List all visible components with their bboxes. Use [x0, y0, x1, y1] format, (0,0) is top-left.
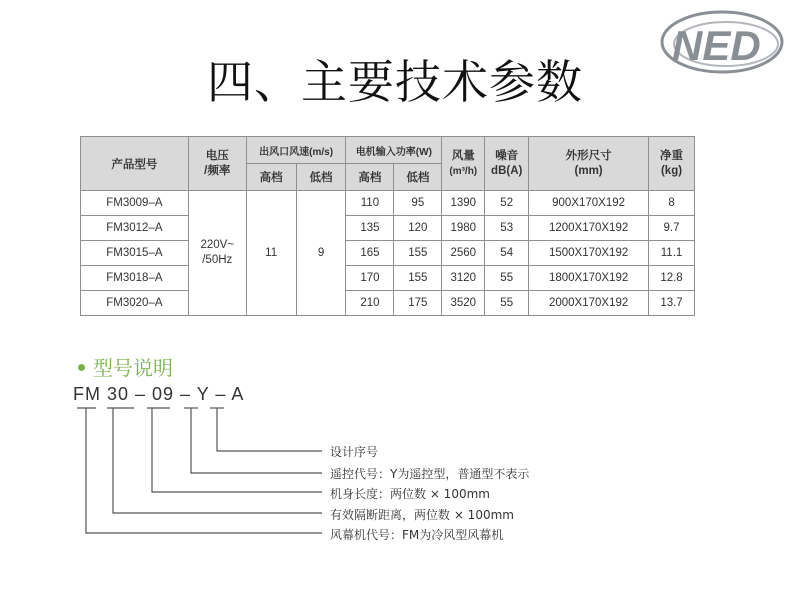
- header-speed-low: 低档: [296, 164, 346, 191]
- cell-power-high: 110: [346, 191, 394, 216]
- header-airflow: 风量 (m³/h): [442, 137, 485, 191]
- cell-airflow: 1390: [442, 191, 485, 216]
- header-power-high: 高档: [346, 164, 394, 191]
- cell-airflow: 2560: [442, 241, 485, 266]
- cell-power-low: 120: [394, 216, 442, 241]
- desc-remote-code: 遥控代号：Y为遥控型，普通型不表示: [330, 467, 530, 481]
- cell-noise: 52: [485, 191, 529, 216]
- header-power-low: 低档: [394, 164, 442, 191]
- cell-noise: 55: [485, 266, 529, 291]
- cell-size: 900X170X192: [529, 191, 649, 216]
- cell-power-high: 135: [346, 216, 394, 241]
- cell-model: FM3020–A: [81, 291, 189, 316]
- cell-airflow: 3120: [442, 266, 485, 291]
- cell-voltage: 220V~ /50Hz: [188, 191, 246, 316]
- desc-fan-type: 风幕机代号：FM为冷风型风幕机: [330, 528, 504, 542]
- header-speed-high: 高档: [246, 164, 296, 191]
- cell-power-high: 170: [346, 266, 394, 291]
- desc-partition-distance: 有效隔断距离，两位数 × 100mm: [330, 508, 514, 522]
- cell-power-low: 95: [394, 191, 442, 216]
- cell-size: 1200X170X192: [529, 216, 649, 241]
- cell-size: 1500X170X192: [529, 241, 649, 266]
- cell-airflow: 3520: [442, 291, 485, 316]
- cell-model: FM3018–A: [81, 266, 189, 291]
- cell-power-high: 210: [346, 291, 394, 316]
- cell-model: FM3012–A: [81, 216, 189, 241]
- cell-power-high: 165: [346, 241, 394, 266]
- cell-weight: 13.7: [649, 291, 695, 316]
- header-weight: 净重 (kg): [649, 137, 695, 191]
- cell-speed-low: 9: [296, 191, 346, 316]
- cell-size: 1800X170X192: [529, 266, 649, 291]
- cell-speed-high: 11: [246, 191, 296, 316]
- cell-weight: 12.8: [649, 266, 695, 291]
- header-voltage: 电压 /频率: [188, 137, 246, 191]
- cell-noise: 54: [485, 241, 529, 266]
- cell-airflow: 1980: [442, 216, 485, 241]
- cell-power-low: 155: [394, 241, 442, 266]
- header-wind-speed: 出风口风速(m/s): [246, 137, 346, 164]
- desc-design-number: 设计序号: [330, 445, 379, 459]
- model-explanation-heading: 型号说明: [78, 352, 173, 381]
- cell-noise: 55: [485, 291, 529, 316]
- cell-model: FM3009–A: [81, 191, 189, 216]
- header-size: 外形尺寸 (mm): [529, 137, 649, 191]
- svg-text:NED: NED: [672, 22, 761, 69]
- cell-weight: 11.1: [649, 241, 695, 266]
- cell-noise: 53: [485, 216, 529, 241]
- header-noise: 噪音 dB(A): [485, 137, 529, 191]
- cell-weight: 9.7: [649, 216, 695, 241]
- cell-size: 2000X170X192: [529, 291, 649, 316]
- page-title: 四、主要技术参数: [207, 55, 583, 109]
- cell-power-low: 155: [394, 266, 442, 291]
- cell-weight: 8: [649, 191, 695, 216]
- desc-body-length: 机身长度：两位数 × 100mm: [330, 487, 490, 501]
- cell-model: FM3015–A: [81, 241, 189, 266]
- header-model: 产品型号: [81, 137, 189, 191]
- header-power: 电机输入功率(W): [346, 137, 442, 164]
- model-code: FM 30 – 09 – Y – A: [73, 384, 245, 404]
- cell-power-low: 175: [394, 291, 442, 316]
